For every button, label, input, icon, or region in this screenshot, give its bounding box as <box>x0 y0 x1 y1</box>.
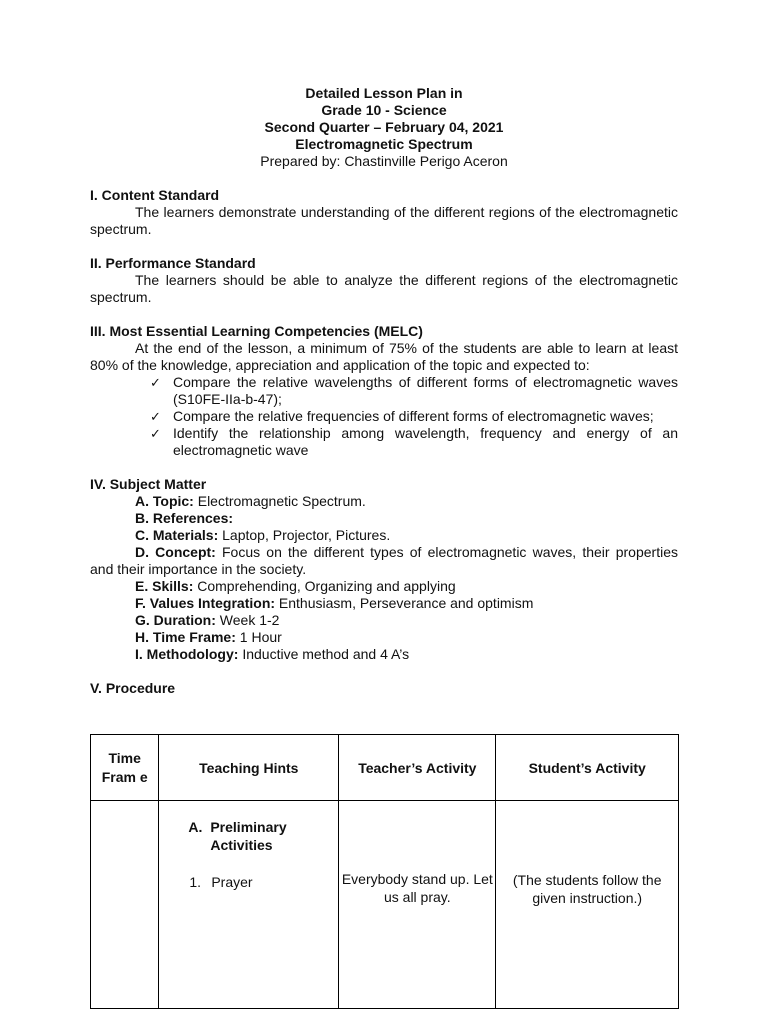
subject-matter-list <box>90 493 678 663</box>
performance-standard-section <box>90 255 678 306</box>
list-item <box>90 612 678 629</box>
melc-title: III. Most Essential Learning Competencies (MELC) <box>90 323 423 339</box>
performance-standard-title: II. Performance Standard <box>90 255 256 271</box>
checkmark-icon: ✓ <box>150 409 161 424</box>
list-item <box>150 374 678 408</box>
time-frame-label: H. Time Frame: <box>135 629 236 645</box>
list-item <box>90 646 678 663</box>
time-frame-value: 1 Hour <box>235 629 282 645</box>
title-line-4: Electromagnetic Spectrum <box>295 136 473 152</box>
skills-label: E. Skills: <box>135 578 194 594</box>
teachers-activity-cell: Everybody stand up. Let us all pray. <box>339 801 496 1009</box>
content-standard-section <box>90 187 678 238</box>
header-teachers-activity: Teacher’s Activity <box>339 735 496 801</box>
duration-label: G. Duration: <box>135 612 216 628</box>
melc-checklist <box>90 374 678 459</box>
content-standard-title: I. Content Standard <box>90 187 220 203</box>
preliminary-letter: A. <box>188 819 203 835</box>
list-item <box>90 493 678 510</box>
document-page <box>90 85 678 697</box>
prepared-by: Prepared by: Chastinville Perigo Aceron <box>260 153 508 169</box>
students-activity-cell: (The students follow the given instruction.) <box>496 801 679 1009</box>
topic-value: Electromagnetic Spectrum. <box>193 493 366 509</box>
title-line-3: Second Quarter – February 04, 2021 <box>264 119 504 135</box>
list-item <box>150 425 678 459</box>
prayer-item <box>188 873 337 891</box>
header-teaching-hints: Teaching Hints <box>159 735 339 801</box>
teaching-hints-cell <box>159 801 339 1009</box>
prayer-text: Prayer <box>211 874 253 890</box>
values-integration-value: Enthusiasm, Perseverance and optimism <box>275 595 534 611</box>
checkmark-icon: ✓ <box>150 375 161 390</box>
references-label: B. References: <box>135 510 234 526</box>
duration-value: Week 1-2 <box>215 612 280 628</box>
list-item <box>90 578 678 595</box>
materials-value: Laptop, Projector, Pictures. <box>218 527 391 543</box>
procedure-table <box>90 734 679 1009</box>
methodology-value: Inductive method and 4 A’s <box>238 646 410 662</box>
melc-section <box>90 323 678 459</box>
document-header <box>90 85 678 170</box>
procedure-title: V. Procedure <box>90 680 176 696</box>
skills-value: Comprehending, Organizing and applying <box>193 578 456 594</box>
performance-standard-text: The learners should be able to analyze the different regions of the electromagnetic spectrum. <box>90 272 678 305</box>
list-item <box>90 544 678 578</box>
header-time-frame: Time Fram e <box>91 735 159 801</box>
list-item <box>150 408 678 425</box>
melc-intro: At the end of the lesson, a minimum of 75% of the students are able to learn at least 80% of the knowledge, appreciation and application of the topic and expected to: <box>90 340 678 373</box>
prayer-number: 1. <box>189 874 202 890</box>
melc-item-2: Compare the relative frequencies of different forms of electromagnetic waves; <box>173 408 654 424</box>
concept-label: D. Concept: <box>135 544 216 560</box>
title-line-2: Grade 10 - Science <box>321 102 447 118</box>
time-cell <box>91 801 159 1009</box>
list-item <box>90 629 678 646</box>
materials-label: C. Materials: <box>135 527 219 543</box>
procedure-section <box>90 680 678 697</box>
table-header-row <box>91 735 679 801</box>
melc-item-3: Identify the relationship among wavelength, frequency and energy of an electromagnetic wave <box>173 425 678 458</box>
list-item <box>90 527 678 544</box>
list-item <box>90 510 678 527</box>
preliminary-activities <box>160 802 337 891</box>
preliminary-title: Preliminary Activities <box>210 819 287 853</box>
list-item <box>90 595 678 612</box>
concept-value: Focus on the different types of electromagnetic waves, their properties and their importance in the society. <box>90 544 678 577</box>
checkmark-icon: ✓ <box>150 426 161 441</box>
subject-matter-title: IV. Subject Matter <box>90 476 207 492</box>
melc-item-1: Compare the relative wavelengths of different forms of electromagnetic waves (S10FE-IIa-b-47); <box>173 374 678 407</box>
methodology-label: I. Methodology: <box>135 646 239 662</box>
content-standard-text: The learners demonstrate understanding of the different regions of the electromagnetic spectrum. <box>90 204 678 237</box>
topic-label: A. Topic: <box>135 493 194 509</box>
title-line-1: Detailed Lesson Plan in <box>305 85 463 101</box>
table-row <box>91 801 679 1009</box>
values-integration-label: F. Values Integration: <box>135 595 276 611</box>
header-students-activity: Student’s Activity <box>496 735 679 801</box>
subject-matter-section <box>90 476 678 663</box>
